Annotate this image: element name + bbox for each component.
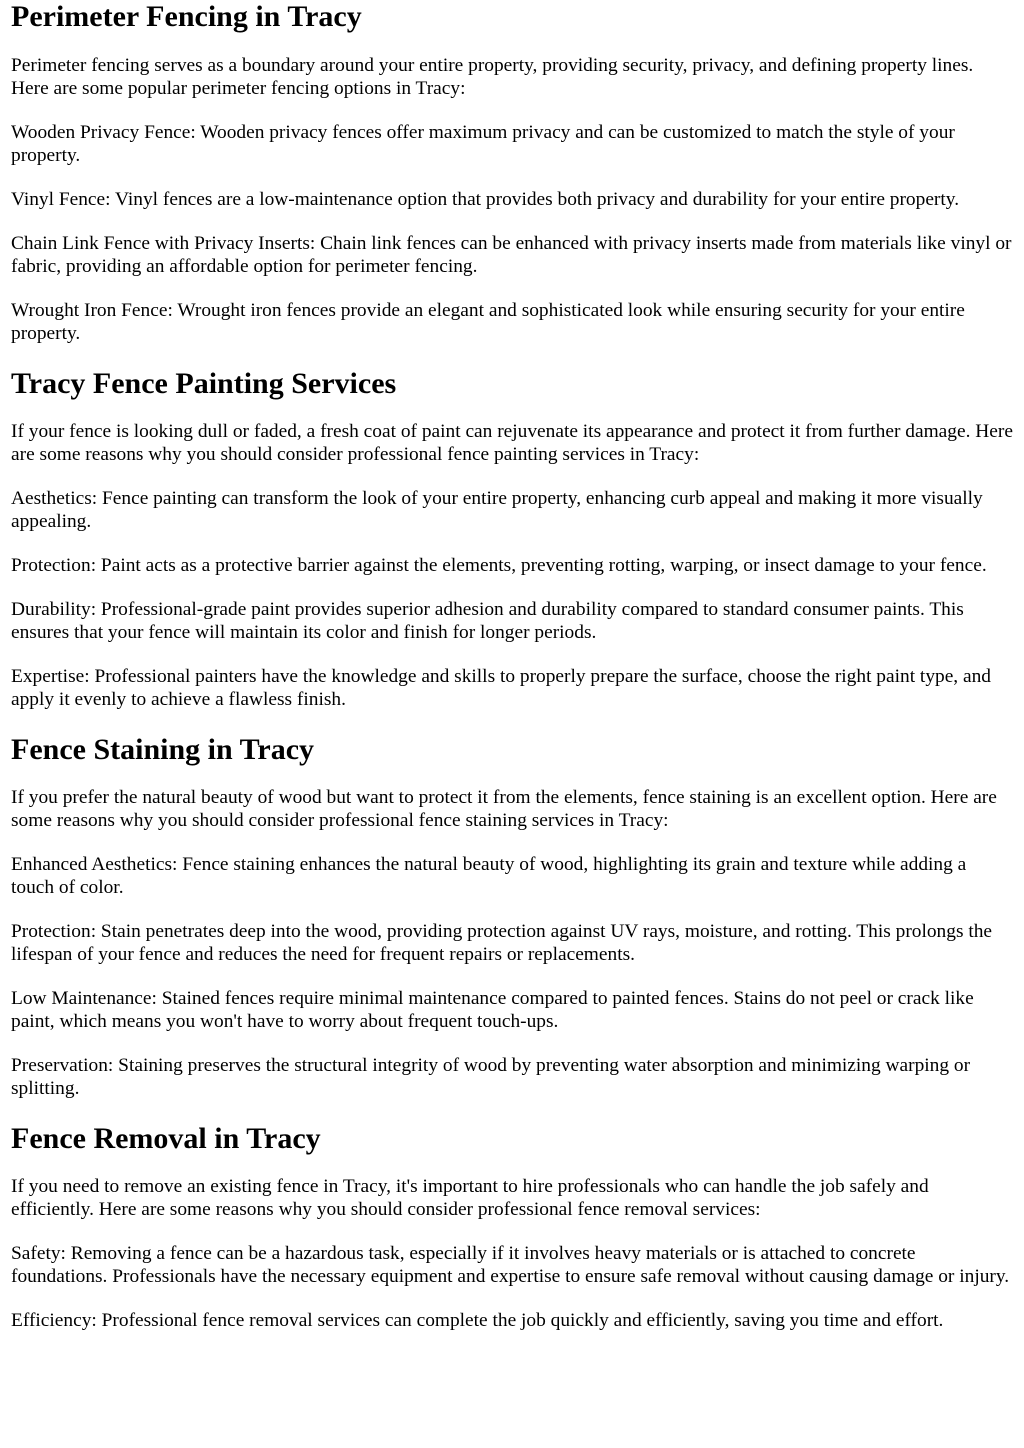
paragraph: Durability: Professional-grade paint provides superior adhesion and durability compared to standard consumer paints. This ensures that your fence will maintain its color and finish for longer periods. <box>11 599 964 643</box>
paragraph: Enhanced Aesthetics: Fence staining enhances the natural beauty of wood, highlighting its grain and texture while adding a touch of color. <box>11 854 967 898</box>
paragraph: Protection: Stain penetrates deep into the wood, providing protection against UV rays, moisture, and rotting. This prolongs the lifespan of your fence and reduces the need for frequent repairs or replacements. <box>11 921 993 965</box>
section-fence-staining <box>11 733 1014 1100</box>
paragraph: Safety: Removing a fence can be a hazardous task, especially if it involves heavy materials or is attached to concrete foundations. Professionals have the necessary equipment and expertise to ensure safe removal without causing damage or injury. <box>11 1243 1010 1287</box>
paragraph: Wrought Iron Fence: Wrought iron fences provide an elegant and sophisticated look while ensuring security for your entire property. <box>11 300 965 344</box>
intro-paragraph: If you need to remove an existing fence in Tracy, it's important to hire professionals who can handle the job safely and efficiently. Here are some reasons why you should consider professional fence removal services: <box>11 1176 929 1220</box>
paragraph: Vinyl Fence: Vinyl fences are a low-maintenance option that provides both privacy and durability for your entire property. <box>11 189 960 210</box>
section-fence-removal <box>11 1122 1014 1332</box>
section-fence-painting <box>11 367 1014 711</box>
intro-paragraph: Perimeter fencing serves as a boundary around your entire property, providing security, privacy, and defining property lines. Here are some popular perimeter fencing options in Tracy: <box>11 55 974 99</box>
section-perimeter-fencing <box>11 0 1014 345</box>
paragraph: Protection: Paint acts as a protective barrier against the elements, preventing rotting, warping, or insect damage to your fence. <box>11 555 987 576</box>
paragraph: Low Maintenance: Stained fences require minimal maintenance compared to painted fences. Stains do not peel or crack like paint, which means you won't have to worry about frequent touch-ups. <box>11 988 974 1032</box>
paragraph: Expertise: Professional painters have the knowledge and skills to properly prepare the surface, choose the right paint type, and apply it evenly to achieve a flawless finish. <box>11 666 992 710</box>
section-heading: Fence Staining in Tracy <box>11 733 315 766</box>
section-heading: Tracy Fence Painting Services <box>11 367 397 400</box>
paragraph: Wooden Privacy Fence: Wooden privacy fences offer maximum privacy and can be customized to match the style of your property. <box>11 122 955 166</box>
section-heading: Fence Removal in Tracy <box>11 1122 321 1155</box>
paragraph: Chain Link Fence with Privacy Inserts: Chain link fences can be enhanced with privacy inserts made from materials like vinyl or fabric, providing an affordable option for perimeter fencing. <box>11 233 1012 277</box>
paragraph: Efficiency: Professional fence removal services can complete the job quickly and efficiently, saving you time and effort. <box>11 1310 944 1331</box>
intro-paragraph: If your fence is looking dull or faded, a fresh coat of paint can rejuvenate its appearance and protect it from further damage. Here are some reasons why you should consider professional fence painting services in Tracy: <box>11 421 1013 465</box>
section-heading: Perimeter Fencing in Tracy <box>11 0 362 33</box>
paragraph: Aesthetics: Fence painting can transform the look of your entire property, enhancing curb appeal and making it more visually appealing. <box>11 488 983 532</box>
intro-paragraph: If you prefer the natural beauty of wood but want to protect it from the elements, fence staining is an excellent option. Here are some reasons why you should consider professional fence staining services in Tracy: <box>11 787 997 831</box>
paragraph: Preservation: Staining preserves the structural integrity of wood by preventing water absorption and minimizing warping or splitting. <box>11 1055 971 1099</box>
